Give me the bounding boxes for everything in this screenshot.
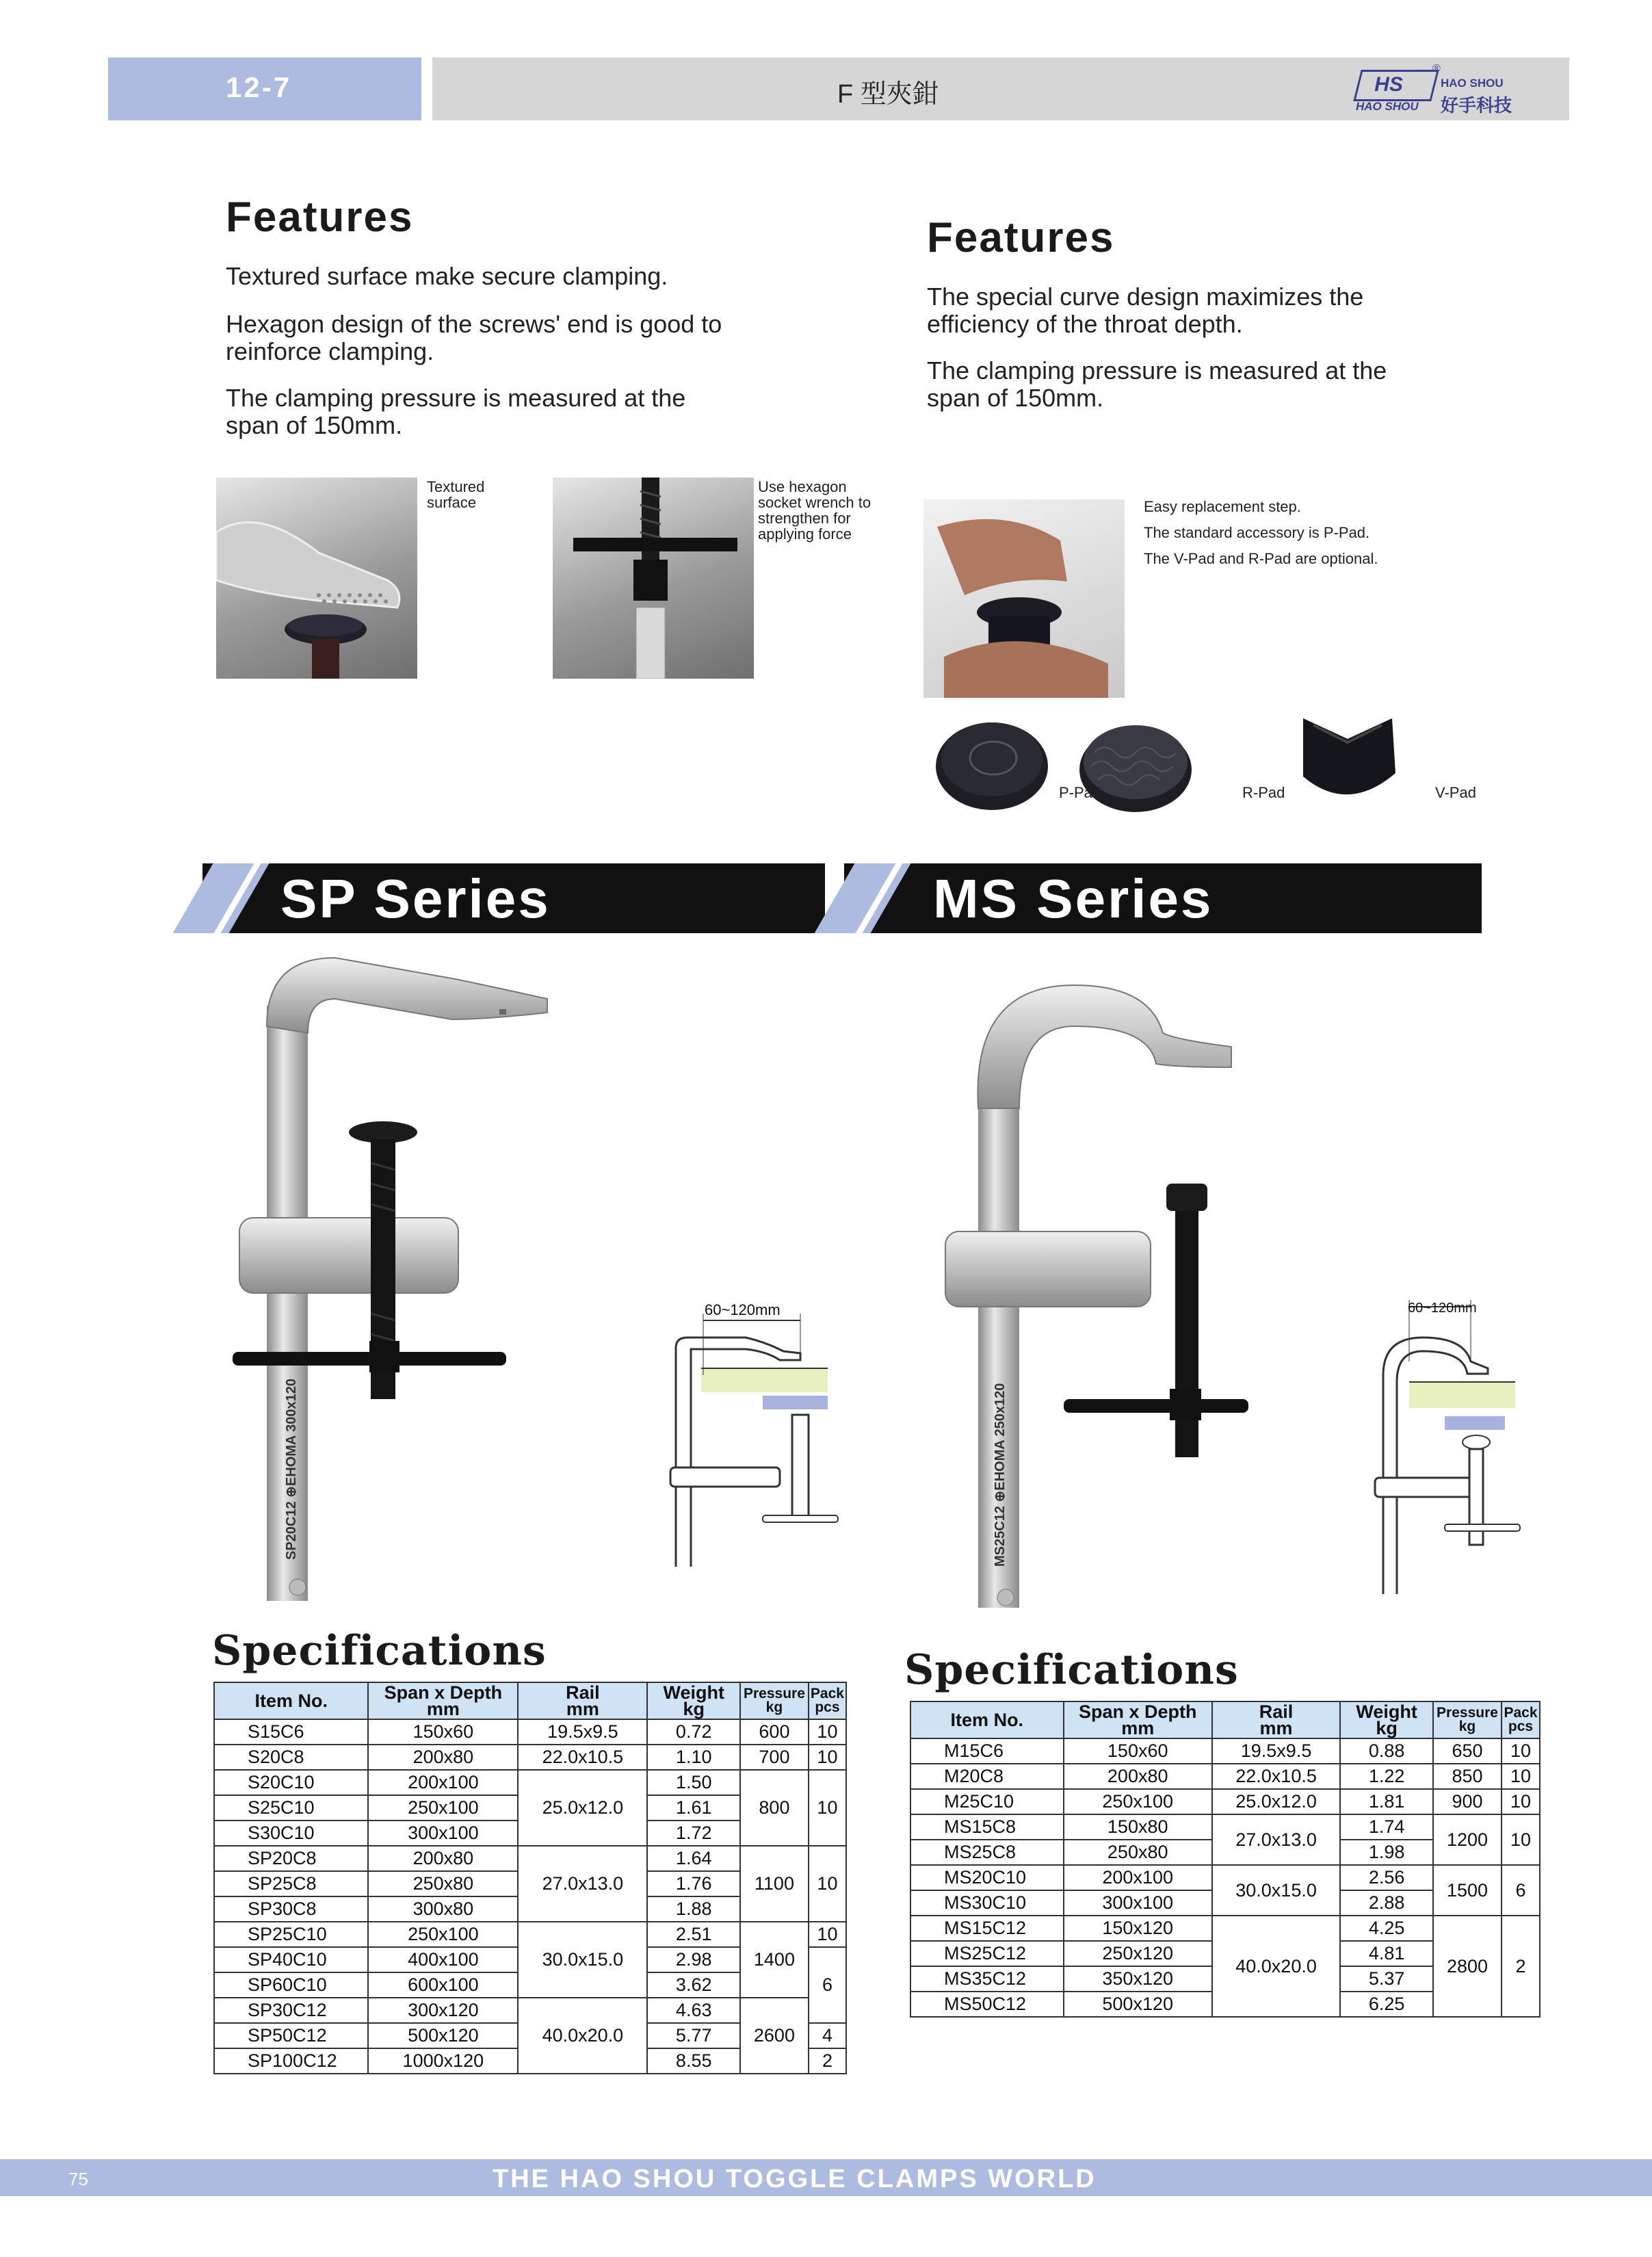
header-label: Span x Depth: [384, 1682, 503, 1703]
header-unit: mm: [1259, 1718, 1293, 1738]
rail-cell: 27.0x13.0: [1212, 1814, 1341, 1865]
weight-cell: 8.55: [647, 2048, 740, 2074]
weight-cell: 1.22: [1340, 1764, 1433, 1789]
sp-throat-dimension: 60~120mm: [705, 1301, 781, 1318]
span-cell: 300x80: [368, 1896, 518, 1922]
header-unit: kg: [683, 1699, 705, 1719]
item-cell: MS30C10: [910, 1890, 1064, 1916]
registered-mark: ®: [1432, 63, 1441, 75]
item-cell: SP100C12: [214, 2048, 368, 2074]
header-unit: kg: [1458, 1719, 1476, 1734]
table-row: [214, 1745, 846, 1770]
span-cell: 600x100: [368, 1972, 518, 1998]
span-cell: 200x80: [368, 1745, 518, 1770]
item-cell: SP20C8: [214, 1846, 368, 1871]
footer-bar: [0, 2159, 1652, 2196]
footer-slogan: THE HAO SHOU TOGGLE CLAMPS WORLD: [493, 2165, 1097, 2193]
span-cell: 500x120: [1064, 1992, 1212, 2017]
logo-english-name: HAO SHOU: [1441, 77, 1504, 90]
weight-cell: 1.72: [647, 1821, 740, 1846]
span-cell: 250x100: [368, 1922, 518, 1947]
p-pad-icon: [936, 722, 1048, 810]
item-cell: MS20C10: [910, 1865, 1064, 1890]
item-cell: S15C6: [214, 1719, 368, 1745]
pack-cell: 10: [809, 1846, 846, 1922]
feature-paragraph: The special curve design maximizes the efficiency of the throat depth.: [927, 283, 1364, 338]
span-cell: 300x100: [368, 1821, 518, 1846]
item-cell: MS25C8: [910, 1840, 1064, 1865]
span-cell: 300x100: [1064, 1890, 1212, 1916]
logo-mark: HS: [1374, 73, 1403, 96]
span-cell: 250x100: [368, 1795, 518, 1821]
header-label: Span x Depth: [1078, 1701, 1197, 1722]
weight-cell: 0.88: [1340, 1738, 1433, 1764]
item-cell: MS15C8: [910, 1814, 1064, 1840]
span-cell: 200x80: [1064, 1764, 1212, 1789]
item-cell: S25C10: [214, 1795, 368, 1821]
header-label: Rail: [566, 1682, 600, 1703]
feature-paragraph: The clamping pressure is measured at the span of 150mm.: [226, 384, 686, 439]
weight-cell: 5.37: [1340, 1966, 1433, 1992]
pack-cell: 10: [809, 1770, 846, 1846]
sp-specifications-table: [213, 1682, 847, 2074]
pressure-cell: 2800: [1433, 1916, 1502, 2017]
item-cell: M25C10: [910, 1789, 1064, 1814]
span-cell: 400x100: [368, 1947, 518, 1972]
item-cell: SP30C8: [214, 1896, 368, 1922]
span-cell: 150x120: [1064, 1916, 1212, 1941]
weight-cell: 6.25: [1340, 1992, 1433, 2017]
pressure-cell: 800: [740, 1770, 809, 1846]
header-label: Pack: [1504, 1705, 1538, 1721]
pressure-cell: 2600: [740, 1998, 809, 2074]
weight-cell: 3.62: [647, 1972, 740, 1998]
ms-clamp-image: [944, 971, 1259, 1615]
ms-throat-dimension: 60~120mm: [1408, 1301, 1477, 1316]
header-label: Pressure: [743, 1686, 805, 1701]
header-unit: kg: [765, 1699, 783, 1715]
col-item-header: Item No.: [910, 1701, 1064, 1738]
item-cell: SP30C12: [214, 1998, 368, 2023]
textured-surface-photo: [216, 478, 417, 679]
table-row: [214, 1719, 846, 1745]
weight-cell: 2.98: [647, 1947, 740, 1972]
item-cell: SP50C12: [214, 2023, 368, 2048]
span-cell: 250x120: [1064, 1941, 1212, 1966]
item-cell: MS35C12: [910, 1966, 1064, 1992]
table-row: [910, 1738, 1540, 1764]
rail-cell: 30.0x15.0: [518, 1922, 647, 1998]
pack-cell: 10: [1502, 1789, 1540, 1814]
pack-cell: 10: [809, 1719, 846, 1745]
weight-cell: 1.88: [647, 1896, 740, 1922]
span-cell: 250x80: [1064, 1840, 1212, 1865]
sp-bar-marking: SP20C12 ⊕EHOMA 300x120: [284, 1378, 299, 1560]
weight-cell: 1.61: [647, 1795, 740, 1821]
col-item-header: Item No.: [214, 1682, 368, 1719]
table-row: [214, 1846, 846, 1871]
pressure-cell: 850: [1433, 1764, 1502, 1789]
col-pack-header: [809, 1682, 846, 1719]
right-features-text: [927, 283, 1460, 412]
feature-paragraph: Hexagon design of the screws' end is good to reinforce clamping.: [226, 310, 722, 365]
pack-cell: 10: [809, 1745, 846, 1770]
pressure-cell: 1400: [740, 1922, 809, 1998]
pack-cell: 6: [809, 1947, 846, 2023]
span-cell: 250x100: [1064, 1789, 1212, 1814]
pressure-cell: 600: [740, 1719, 809, 1745]
table-row: [910, 1865, 1540, 1890]
rail-cell: 19.5x9.5: [1212, 1738, 1341, 1764]
span-cell: 200x80: [368, 1846, 518, 1871]
pads-illustration: [930, 712, 1532, 821]
page-number: 75: [68, 2169, 88, 2189]
span-cell: 350x120: [1064, 1966, 1212, 1992]
header-unit: kg: [1376, 1718, 1398, 1738]
span-cell: 200x100: [368, 1770, 518, 1795]
left-features-heading: Features: [226, 194, 414, 241]
rail-cell: 40.0x20.0: [1212, 1916, 1341, 2017]
item-cell: M20C8: [910, 1764, 1064, 1789]
r-pad-label: R-Pad: [1242, 784, 1285, 801]
header-unit: mm: [566, 1699, 599, 1719]
weight-cell: 4.81: [1340, 1941, 1433, 1966]
item-cell: S30C10: [214, 1821, 368, 1846]
header-bar: [432, 57, 1569, 120]
rail-cell: 22.0x10.5: [518, 1745, 647, 1770]
pressure-cell: 650: [1433, 1738, 1502, 1764]
sp-series-title: SP Series: [280, 868, 551, 929]
p-pad-label: P-Pad: [1059, 784, 1101, 801]
table-row: [910, 1789, 1540, 1814]
col-weight-header: [647, 1682, 740, 1719]
table-row: [214, 1998, 846, 2023]
pack-cell: 4: [809, 2023, 846, 2048]
table-header-row: [910, 1701, 1540, 1738]
pressure-cell: 1200: [1433, 1814, 1502, 1865]
span-cell: 1000x120: [368, 2048, 518, 2074]
pack-cell: 2: [1502, 1916, 1540, 2017]
weight-cell: 1.76: [647, 1871, 740, 1896]
item-cell: SP40C10: [214, 1947, 368, 1972]
col-rail-header: [1212, 1701, 1341, 1738]
weight-cell: 2.88: [1340, 1890, 1433, 1916]
pressure-cell: 700: [740, 1745, 809, 1770]
item-cell: SP25C10: [214, 1922, 368, 1947]
header-unit: pcs: [815, 1699, 840, 1715]
header-unit: mm: [426, 1699, 460, 1719]
right-features-heading: Features: [927, 214, 1115, 261]
sp-clamp-image: [226, 944, 568, 1615]
item-cell: M15C6: [910, 1738, 1064, 1764]
v-pad-icon: [1303, 718, 1395, 794]
table-row: [910, 1916, 1540, 1941]
hexagon-socket-photo: [553, 478, 754, 679]
rail-cell: 27.0x13.0: [518, 1846, 647, 1922]
page-title: F 型夾鉗: [837, 80, 939, 109]
logo-chinese-name: 好手科技: [1441, 95, 1512, 116]
col-rail-header: [518, 1682, 647, 1719]
section-number-bar: [108, 57, 421, 120]
hexagon-socket-caption: Use hexagon socket wrench to strengthen for applying force: [758, 478, 871, 543]
header-unit: pcs: [1508, 1719, 1534, 1734]
col-weight-header: [1340, 1701, 1433, 1738]
header-label: Pack: [810, 1686, 844, 1701]
span-cell: 250x80: [368, 1871, 518, 1896]
span-cell: 150x60: [368, 1719, 518, 1745]
pressure-cell: 900: [1433, 1789, 1502, 1814]
left-features-text: [226, 263, 787, 439]
item-cell: SP60C10: [214, 1972, 368, 1998]
span-cell: 150x60: [1064, 1738, 1212, 1764]
weight-cell: 1.81: [1340, 1789, 1433, 1814]
weight-cell: 4.63: [647, 1998, 740, 2023]
span-cell: 500x120: [368, 2023, 518, 2048]
ms-series-banner: [844, 863, 1482, 933]
weight-cell: 5.77: [647, 2023, 740, 2048]
pad-replacement-photo: [923, 499, 1125, 698]
logo-subtitle: HAO SHOU: [1356, 100, 1419, 113]
weight-cell: 1.50: [647, 1770, 740, 1795]
table-row: [214, 1922, 846, 1947]
item-cell: MS50C12: [910, 1992, 1064, 2017]
rail-cell: 30.0x15.0: [1212, 1865, 1341, 1916]
span-cell: 150x80: [1064, 1814, 1212, 1840]
table-header-row: [214, 1682, 846, 1719]
item-cell: SP25C8: [214, 1871, 368, 1896]
rail-cell: 25.0x12.0: [1212, 1789, 1341, 1814]
rail-cell: 19.5x9.5: [518, 1719, 647, 1745]
item-cell: S20C10: [214, 1770, 368, 1795]
weight-cell: 4.25: [1340, 1916, 1433, 1941]
pack-cell: 2: [809, 2048, 846, 2074]
section-number: 12-7: [226, 71, 292, 103]
weight-cell: 1.10: [647, 1745, 740, 1770]
pack-cell: 10: [1502, 1764, 1540, 1789]
header-label: Rail: [1259, 1701, 1294, 1722]
ms-series-title: MS Series: [933, 868, 1214, 929]
col-pack-header: [1502, 1701, 1540, 1738]
header-label: Weight: [663, 1682, 724, 1703]
brand-logo: [1353, 70, 1439, 101]
feature-paragraph: The clamping pressure is measured at the span of 150mm.: [927, 356, 1387, 412]
ms-specifications-heading: Specifications: [904, 1646, 1239, 1694]
feature-paragraph: Textured surface make secure clamping.: [226, 262, 668, 290]
item-cell: S20C8: [214, 1745, 368, 1770]
pack-cell: 6: [1502, 1865, 1540, 1916]
weight-cell: 1.74: [1340, 1814, 1433, 1840]
item-cell: MS25C12: [910, 1941, 1064, 1966]
ms-throat-diagram: [1368, 1293, 1532, 1601]
rail-cell: 22.0x10.5: [1212, 1764, 1341, 1789]
weight-cell: 2.56: [1340, 1865, 1433, 1890]
pack-cell: 10: [809, 1922, 846, 1947]
sp-throat-diagram: [664, 1293, 848, 1580]
header-label: Weight: [1356, 1701, 1417, 1722]
replacement-note: Easy replacement step.: [1144, 498, 1301, 515]
col-pressure-header: [1433, 1701, 1502, 1738]
sp-specifications-heading: Specifications: [212, 1627, 547, 1675]
item-cell: MS15C12: [910, 1916, 1064, 1941]
rail-cell: 25.0x12.0: [518, 1770, 647, 1846]
table-row: [910, 1814, 1540, 1840]
pressure-cell: 1100: [740, 1846, 809, 1922]
table-row: [214, 1770, 846, 1795]
table-row: [910, 1764, 1540, 1789]
col-span-header: [1064, 1701, 1212, 1738]
span-cell: 300x120: [368, 1998, 518, 2023]
weight-cell: 1.98: [1340, 1840, 1433, 1865]
header-label: Pressure: [1437, 1705, 1498, 1721]
ms-specifications-table: [910, 1701, 1540, 2018]
span-cell: 200x100: [1064, 1865, 1212, 1890]
header-unit: mm: [1121, 1718, 1155, 1738]
col-span-header: [368, 1682, 518, 1719]
pressure-cell: 1500: [1433, 1865, 1502, 1916]
ms-bar-marking: MS25C12 ⊕EHOMA 250x120: [993, 1383, 1008, 1567]
weight-cell: 2.51: [647, 1922, 740, 1947]
pack-cell: 10: [1502, 1814, 1540, 1865]
sp-series-banner: [202, 863, 825, 933]
weight-cell: 0.72: [647, 1719, 740, 1745]
optional-pads-note: The V-Pad and R-Pad are optional.: [1144, 550, 1378, 567]
textured-surface-caption: Textured surface: [427, 478, 485, 511]
weight-cell: 1.64: [647, 1846, 740, 1871]
rail-cell: 40.0x20.0: [518, 1998, 647, 2074]
v-pad-label: V-Pad: [1435, 784, 1476, 801]
pack-cell: 10: [1502, 1738, 1540, 1764]
col-pressure-header: [740, 1682, 809, 1719]
standard-accessory-note: The standard accessory is P-Pad.: [1144, 524, 1370, 541]
